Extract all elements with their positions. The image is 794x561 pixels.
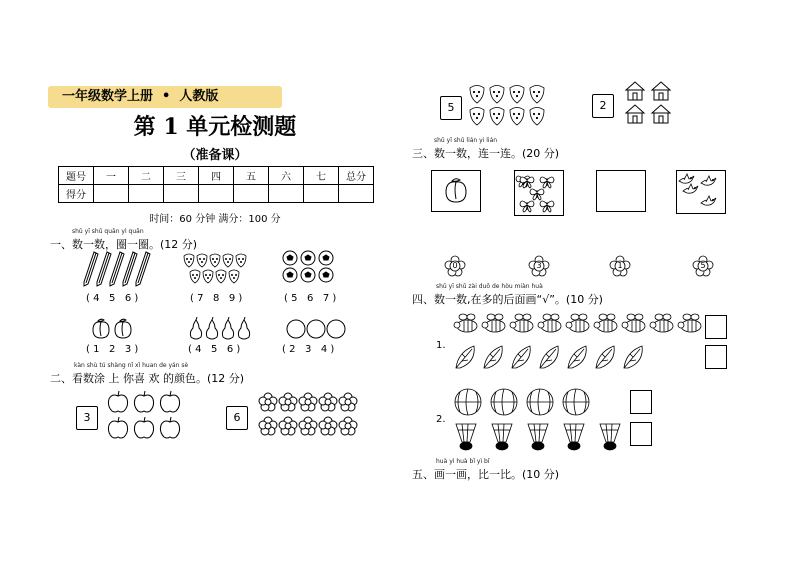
peach-icon <box>90 318 136 340</box>
score-input-cell[interactable] <box>129 185 164 203</box>
section1-options-1[interactable]: ( 4 5 6 ) <box>86 293 139 304</box>
apple-icon[interactable] <box>106 390 186 442</box>
table-cell: 总分 <box>339 167 374 185</box>
watermelon-icon <box>454 388 600 418</box>
peach-icon <box>432 171 480 211</box>
section4-title: 四、数一数,在多的后面画“√”。(10 分) <box>412 293 603 306</box>
number-flower[interactable] <box>693 256 713 276</box>
table-cell: 五 <box>234 167 269 185</box>
section1-pinyin: shǔ yī shǔ quān yì quān <box>72 228 144 235</box>
section2-title: 二、看数涂 上 你喜 欢 的颜色。(12 分) <box>50 372 245 385</box>
section3-pinyin: shǔ yī shǔ lián yi lián <box>434 137 498 144</box>
section1-options-4[interactable]: ( 1 2 3 ) <box>86 344 139 355</box>
answer-box[interactable] <box>630 390 652 414</box>
table-cell: 一 <box>94 167 129 185</box>
circle-icon <box>286 318 348 340</box>
section3-title: 三、数一数，连一连。(20 分) <box>412 147 560 160</box>
picture-card[interactable] <box>431 170 481 212</box>
answer-box[interactable] <box>630 422 652 446</box>
section5-pinyin: huà yì huà bǐ yì bǐ <box>436 458 490 465</box>
table-cell: 得分 <box>59 185 94 203</box>
number-flower[interactable] <box>610 256 630 276</box>
soccer-ball-icon <box>282 250 342 284</box>
strawberry-icon <box>468 82 550 128</box>
item-number: 2. <box>436 414 446 425</box>
number-box: 5 <box>440 96 462 120</box>
section5-title: 五、画一画，比一比。(10 分) <box>412 468 560 481</box>
picture-card[interactable] <box>676 170 726 214</box>
picture-card[interactable] <box>514 170 564 216</box>
bird-icon <box>677 171 725 213</box>
flower-number: 5 <box>700 261 706 270</box>
flower-number: 3 <box>536 261 542 270</box>
score-table-header-row <box>59 167 374 185</box>
score-input-cell[interactable] <box>339 185 374 203</box>
section4-pinyin: shǔ yī shǔ zài duō de hòu miàn huà <box>436 283 543 290</box>
section1-options-3[interactable]: ( 5 6 7 ) <box>284 293 337 304</box>
bee-icon <box>454 312 700 336</box>
number-box: 3 <box>76 406 98 430</box>
number-flower[interactable] <box>529 256 549 276</box>
house-icon <box>624 80 674 126</box>
answer-box[interactable] <box>705 315 727 339</box>
leaf-icon <box>454 344 694 372</box>
score-input-cell[interactable] <box>304 185 339 203</box>
number-box: 6 <box>226 406 248 430</box>
section2-pinyin: kàn shù tú shàng nǐ xǐ huan de yán sè <box>74 362 189 369</box>
section1-options-6[interactable]: ( 2 3 4 ) <box>282 344 335 355</box>
page-title: 第 1 单元检测题 <box>133 114 297 140</box>
flower-number: 0 <box>452 261 458 270</box>
pencil-icon <box>82 250 158 288</box>
picture-card[interactable] <box>596 170 646 212</box>
score-table <box>58 166 374 203</box>
section1-options-2[interactable]: ( 7 8 9 ) <box>190 293 243 304</box>
table-cell: 六 <box>269 167 304 185</box>
table-cell: 四 <box>199 167 234 185</box>
score-input-cell[interactable] <box>234 185 269 203</box>
section1-options-5[interactable]: ( 4 5 6 ) <box>188 344 241 355</box>
score-input-cell[interactable] <box>164 185 199 203</box>
section1-title: 一、数一数，圈一圈。(12 分) <box>50 238 198 251</box>
grade-banner: 一年级数学上册 • 人教版 <box>48 86 282 108</box>
answer-box[interactable] <box>705 345 727 369</box>
score-input-cell[interactable] <box>199 185 234 203</box>
page-subtitle: （准备课） <box>182 148 248 163</box>
number-box: 2 <box>592 94 614 118</box>
score-input-cell[interactable] <box>94 185 129 203</box>
score-table-score-row <box>59 185 374 203</box>
score-input-cell[interactable] <box>269 185 304 203</box>
item-number: 1. <box>436 340 446 351</box>
table-cell: 三 <box>164 167 199 185</box>
pear-icon <box>188 316 252 342</box>
table-cell: 七 <box>304 167 339 185</box>
butterfly-icon <box>515 171 563 215</box>
flower-icon[interactable] <box>258 392 358 438</box>
table-cell: 题号 <box>59 167 94 185</box>
strawberry-icon <box>182 250 254 286</box>
table-cell: 二 <box>129 167 164 185</box>
number-flower[interactable] <box>445 256 465 276</box>
flower-number: 1 <box>617 261 623 270</box>
exam-meta: 时间：60 分钟 满分：100 分 <box>149 214 281 225</box>
badminton-shuttle-icon <box>454 422 630 452</box>
